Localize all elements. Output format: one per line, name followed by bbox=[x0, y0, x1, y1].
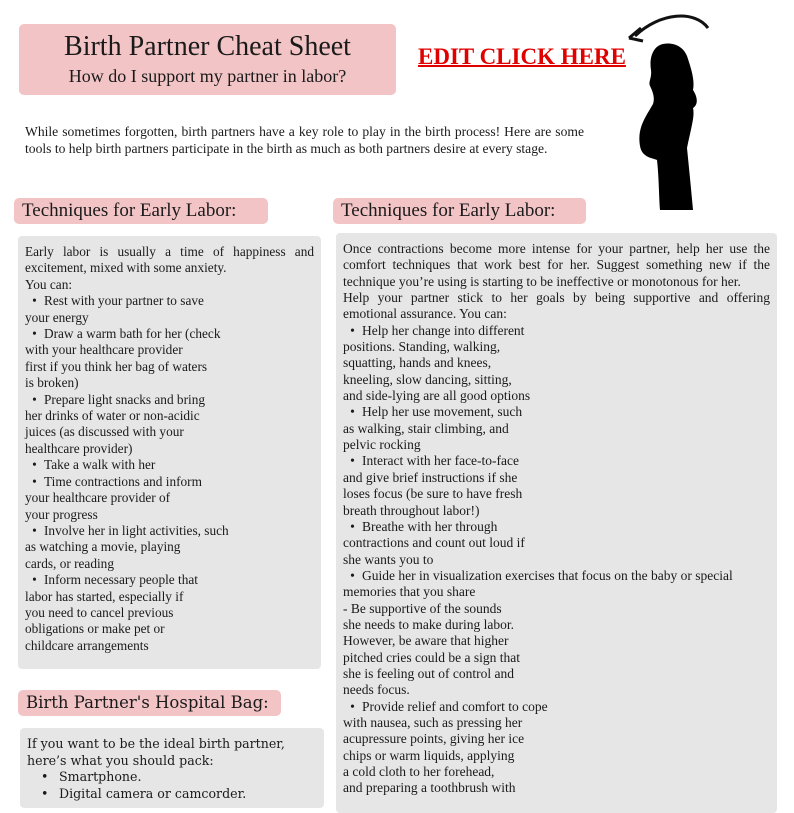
text-line: your energy bbox=[25, 309, 89, 325]
text-line: Once contractions become more intense for your partner, help her use the bbox=[343, 241, 770, 256]
text-line: first if you think her bag of waters bbox=[25, 358, 208, 374]
text-line: breath throughout labor!) bbox=[343, 502, 480, 518]
text-line: she wants you to bbox=[343, 551, 434, 567]
text-line: excitement, mixed with some anxiety. bbox=[25, 260, 227, 276]
text-line: healthcare provider) bbox=[25, 440, 133, 456]
text-line: your progress bbox=[25, 506, 98, 522]
bullet-item-line: • Inform necessary people that bbox=[25, 572, 314, 588]
early-labor-heading-right: Techniques for Early Labor: bbox=[333, 198, 586, 224]
text-line: cards, or reading bbox=[25, 555, 114, 571]
bullet-item-line: • Draw a warm bath for her (check bbox=[25, 326, 314, 342]
early-labor-heading-left: Techniques for Early Labor: bbox=[14, 198, 268, 224]
text-line: as watching a movie, playing bbox=[25, 539, 181, 555]
text-line: You can: bbox=[25, 276, 73, 292]
early-labor-box-right bbox=[336, 233, 777, 813]
text-line: with your healthcare provider bbox=[25, 342, 183, 358]
bullet-item-line: • Interact with her face-to-face bbox=[343, 453, 770, 469]
text-line: obligations or make pet or bbox=[25, 621, 165, 637]
hospital-bag-heading: Birth Partner's Hospital Bag: bbox=[18, 690, 281, 716]
text-line: she needs to make during labor. bbox=[343, 616, 514, 632]
bag-intro-line: If you want to be the ideal birth partner, bbox=[27, 736, 285, 751]
bullet-item-line: • Take a walk with her bbox=[25, 457, 314, 473]
text-line: contractions and count out loud if bbox=[343, 535, 525, 551]
text-line: childcare arrangements bbox=[25, 637, 149, 653]
text-line: technique you’re using is starting to be ineffective or monotonous for her. bbox=[343, 273, 741, 289]
text-line: with nausea, such as pressing her bbox=[343, 714, 523, 730]
text-line: your healthcare provider of bbox=[25, 490, 171, 506]
text-line: loses focus (be sure to have fresh bbox=[343, 486, 523, 502]
text-line: and side-lying are all good options bbox=[343, 388, 531, 404]
text-line: - Be supportive of the sounds bbox=[343, 600, 502, 616]
hospital-bag-box bbox=[20, 728, 324, 808]
text-line: you need to cancel previous bbox=[25, 604, 174, 620]
text-line: is broken) bbox=[25, 375, 79, 391]
early-labor-box-left bbox=[18, 236, 321, 669]
text-line: emotional assurance. You can: bbox=[343, 306, 507, 322]
text-line: as walking, stair climbing, and bbox=[343, 420, 509, 436]
text-line: pelvic rocking bbox=[343, 437, 421, 453]
bullet-item-line: • Help her use movement, such bbox=[343, 404, 770, 420]
intro-paragraph: While sometimes forgotten, birth partners have a key role to play in the birth process! Here are some tools to help birth partners participate in the birth as much as both partners desire at every stage. bbox=[25, 124, 584, 156]
pregnant-woman-silhouette-icon bbox=[615, 8, 725, 213]
text-line: labor has started, especially if bbox=[25, 588, 184, 604]
bullet-item-line: • Provide relief and comfort to cope bbox=[343, 699, 770, 715]
page-subtitle: How do I support my partner in labor? bbox=[68, 66, 347, 86]
bullet-item-line: • Rest with your partner to save bbox=[25, 293, 314, 309]
text-line: positions. Standing, walking, bbox=[343, 339, 501, 355]
text-line: a cold cloth to her forehead, bbox=[343, 764, 495, 779]
text-line: Early labor is usually a time of happiness and bbox=[25, 244, 314, 259]
text-line: and give brief instructions if she bbox=[343, 469, 518, 485]
text-line: comfort techniques that work best for her. Suggest something new if the bbox=[343, 257, 770, 273]
text-line: However, be aware that higher bbox=[343, 633, 509, 649]
text-line: squatting, hands and knees, bbox=[343, 355, 492, 371]
title-banner bbox=[19, 24, 396, 95]
text-line: memories that you share bbox=[343, 584, 476, 600]
bullet-item-line: • Breathe with her through bbox=[343, 519, 770, 535]
text-line: pitched cries could be a sign that bbox=[343, 649, 520, 665]
text-line: juices (as discussed with your bbox=[25, 424, 184, 440]
text-line: her drinks of water or non-acidic bbox=[25, 408, 200, 424]
text-line: chips or warm liquids, applying bbox=[343, 747, 515, 763]
bullet-item-line: • Prepare light snacks and bring bbox=[25, 392, 314, 408]
bag-list-item: • Digital camera or camcorder. bbox=[27, 786, 317, 803]
page-title: Birth Partner Cheat Sheet bbox=[64, 31, 351, 62]
bullet-item-line: • Help her change into different bbox=[343, 323, 770, 339]
bullet-item-line: • Involve her in light activities, such bbox=[25, 523, 314, 539]
bullet-item-line: • Time contractions and inform bbox=[25, 474, 314, 490]
bag-list-item: • Smartphone. bbox=[27, 769, 317, 786]
text-line: acupressure points, giving her ice bbox=[343, 731, 525, 747]
bullet-item-line: • Guide her in visualization exercises that focus on the baby or special bbox=[343, 568, 770, 584]
text-line: she is feeling out of control and bbox=[343, 665, 514, 681]
bag-intro-line: here’s what you should pack: bbox=[27, 752, 214, 768]
text-line: kneeling, slow dancing, sitting, bbox=[343, 371, 512, 387]
text-line: needs focus. bbox=[343, 682, 410, 698]
edit-link[interactable]: EDIT CLICK HERE bbox=[418, 44, 626, 69]
text-line: and preparing a toothbrush with bbox=[343, 780, 516, 796]
text-line: Help your partner stick to her goals by being supportive and offering bbox=[343, 290, 770, 306]
